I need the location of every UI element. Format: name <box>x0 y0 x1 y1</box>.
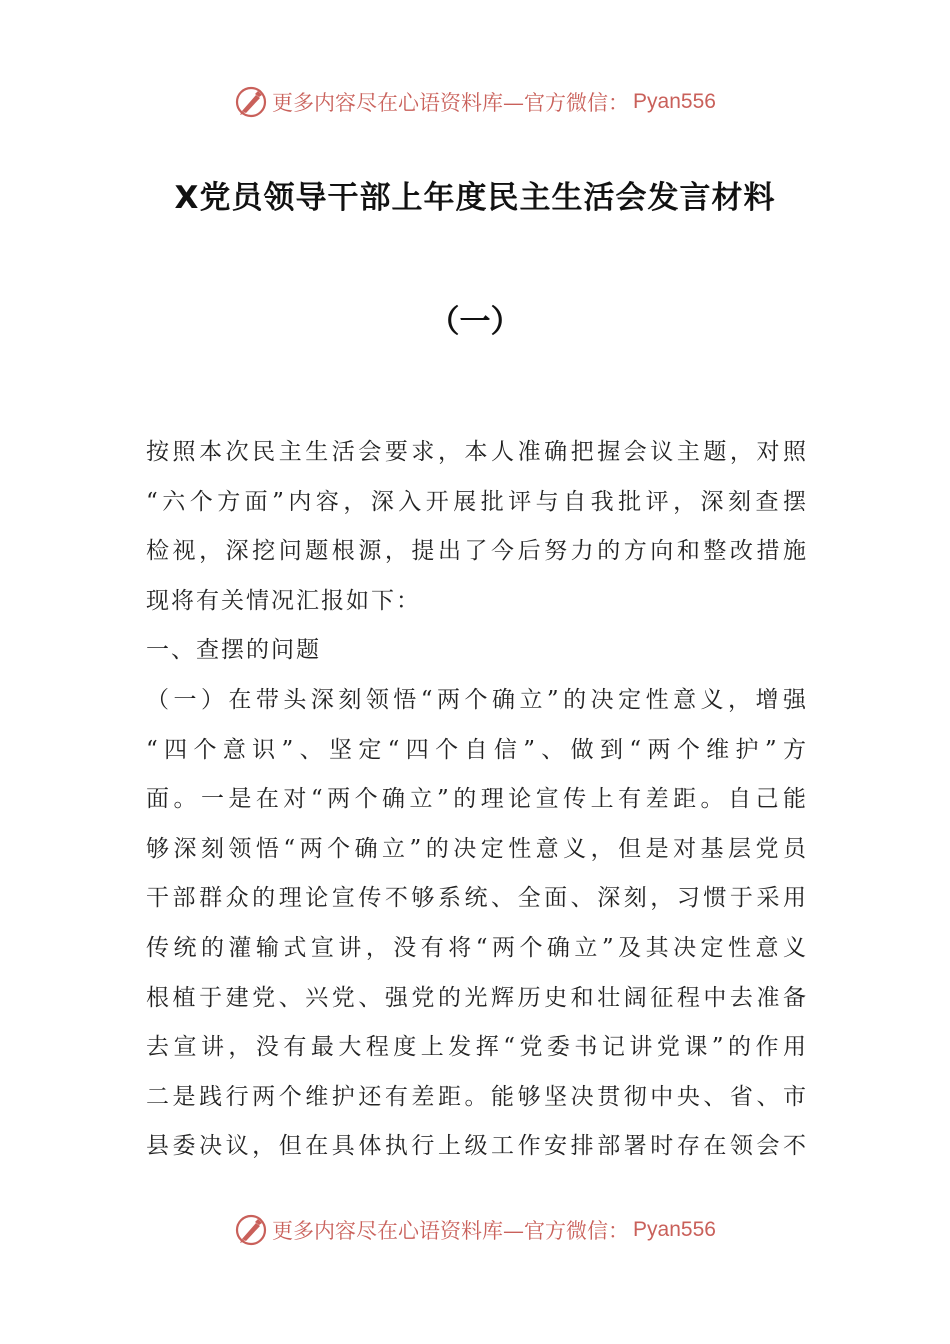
document-body <box>146 428 806 1172</box>
body-line: 面。一是在对“两个确立”的理论宣传上有差距。自己能 <box>146 786 806 813</box>
section-heading: 一、查摆的问题 <box>146 637 321 664</box>
watermark-text: 更多内容尽在心语资料库—官方微信： <box>272 91 630 115</box>
body-line: 检视，深挖问题根源，提出了今后努力的方向和整改措施 <box>146 538 806 565</box>
pen-logo-icon <box>234 85 268 119</box>
body-line: 县委决议，但在具体执行上级工作安排部署时存在领会不 <box>146 1133 806 1160</box>
body-line: 去宣讲，没有最大程度上发挥“党委书记讲党课”的作用 <box>146 1034 806 1061</box>
body-line: 传统的灌输式宣讲，没有将“两个确立”及其决定性意义 <box>146 934 806 961</box>
body-line: （一）在带头深刻领悟“两个确立”的决定性意义，增强 <box>146 686 806 713</box>
document-title: X党员领导干部上年度民主生活会发言材料 <box>174 180 776 216</box>
document-subtitle: （一） <box>428 304 522 340</box>
body-line: 根植于建党、兴党、强党的光辉历史和壮阔征程中去准备 <box>146 984 806 1011</box>
body-line: “四个意识”、坚定“四个自信”、做到“两个维护”方 <box>146 736 806 763</box>
body-line: 按照本次民主生活会要求，本人准确把握会议主题，对照 <box>146 439 806 465</box>
body-line: 干部群众的理论宣传不够系统、全面、深刻，习惯于采用 <box>146 885 806 912</box>
watermark-wechat-id: Pyan556 <box>633 1218 716 1241</box>
body-line: 现将有关情况汇报如下： <box>146 587 421 614</box>
watermark-wechat-id: Pyan556 <box>633 90 716 113</box>
watermark-header <box>0 82 950 122</box>
watermark-text: 更多内容尽在心语资料库—官方微信： <box>272 1219 630 1243</box>
body-line: 够深刻领悟“两个确立”的决定性意义，但是对基层党员 <box>146 835 806 862</box>
body-line: 二是践行两个维护还有差距。能够坚决贯彻中央、省、市 <box>146 1083 806 1110</box>
watermark-footer <box>0 1210 950 1250</box>
body-line: “六个方面”内容，深入开展批评与自我批评，深刻查摆 <box>146 488 806 515</box>
pen-logo-icon <box>234 1213 268 1247</box>
